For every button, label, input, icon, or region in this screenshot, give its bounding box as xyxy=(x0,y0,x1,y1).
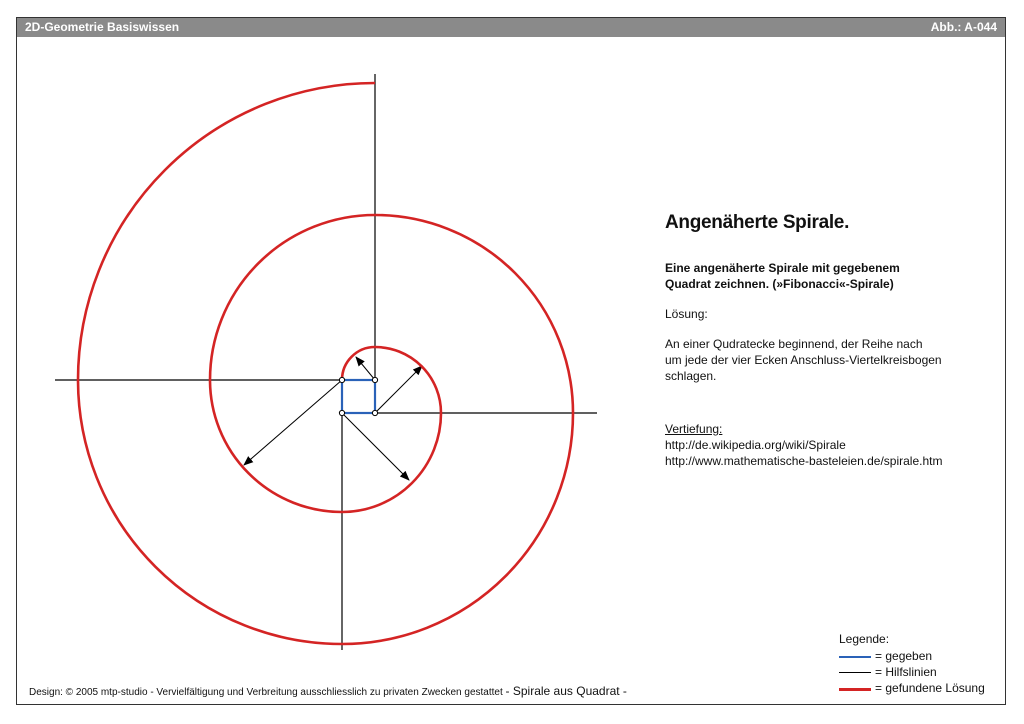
legend-label-helper: = Hilfslinien xyxy=(875,665,937,679)
legend-label-given: = gegeben xyxy=(875,649,933,663)
footer-credit: Design: © 2005 mtp-studio - Vervielfältigung und Verbreitung ausschliesslich zu privaten Zwecken gestattet xyxy=(29,687,503,698)
header-title: 2D-Geometrie Basiswissen xyxy=(25,20,180,34)
footer-figure-title: - Spirale aus Quadrat - xyxy=(505,684,627,698)
legend-swatch-given xyxy=(839,656,871,658)
solution-text xyxy=(665,336,985,384)
legend-label-solution: = gefundene Lösung xyxy=(875,681,985,695)
sheet-frame xyxy=(16,17,1006,705)
solution-line-1: An einer Qudratecke beginnend, der Reihe nach xyxy=(665,337,923,351)
solution-line-3: schlagen. xyxy=(665,369,717,383)
legend-swatch-solution xyxy=(839,688,871,691)
figure-id: Abb.: A-044 xyxy=(930,20,997,34)
radius-arrow-1 xyxy=(356,357,375,380)
legend-row-given xyxy=(839,648,985,664)
given-square xyxy=(342,380,375,413)
legend xyxy=(839,632,985,696)
radius-arrows xyxy=(244,357,422,480)
solution-line-2: um jede der vier Ecken Anschluss-Viertelkreisbogen xyxy=(665,353,942,367)
task-line-2: Quadrat zeichnen. (»Fibonacci«-Spirale) xyxy=(665,277,894,291)
diagram-title: Angenäherte Spirale. xyxy=(665,212,850,233)
radius-arrow-4 xyxy=(244,380,342,465)
square-corners xyxy=(339,377,377,415)
radius-arrow-3 xyxy=(342,413,409,480)
link-wikipedia[interactable]: http://de.wikipedia.org/wiki/Spirale xyxy=(665,438,846,452)
task-line-1: Eine angenäherte Spirale mit gegebenem xyxy=(665,261,900,275)
corner-bottom-left xyxy=(339,410,344,415)
corner-top-right xyxy=(372,377,377,382)
task-statement xyxy=(665,260,985,292)
legend-swatch-helper xyxy=(839,672,871,673)
corner-top-left xyxy=(339,377,344,382)
radius-arrow-2 xyxy=(375,366,422,413)
legend-row-helper xyxy=(839,664,985,680)
fibonacci-spiral xyxy=(78,83,573,644)
corner-bottom-right xyxy=(372,410,377,415)
solution-label: Lösung: xyxy=(665,307,708,321)
legend-row-solution xyxy=(839,680,985,696)
footer xyxy=(29,684,627,698)
link-mathematische-basteleien[interactable]: http://www.mathematische-basteleien.de/spirale.htm xyxy=(665,454,943,468)
legend-title: Legende: xyxy=(839,632,890,646)
further-reading-label: Vertiefung: xyxy=(665,422,723,436)
description-panel xyxy=(665,212,985,469)
